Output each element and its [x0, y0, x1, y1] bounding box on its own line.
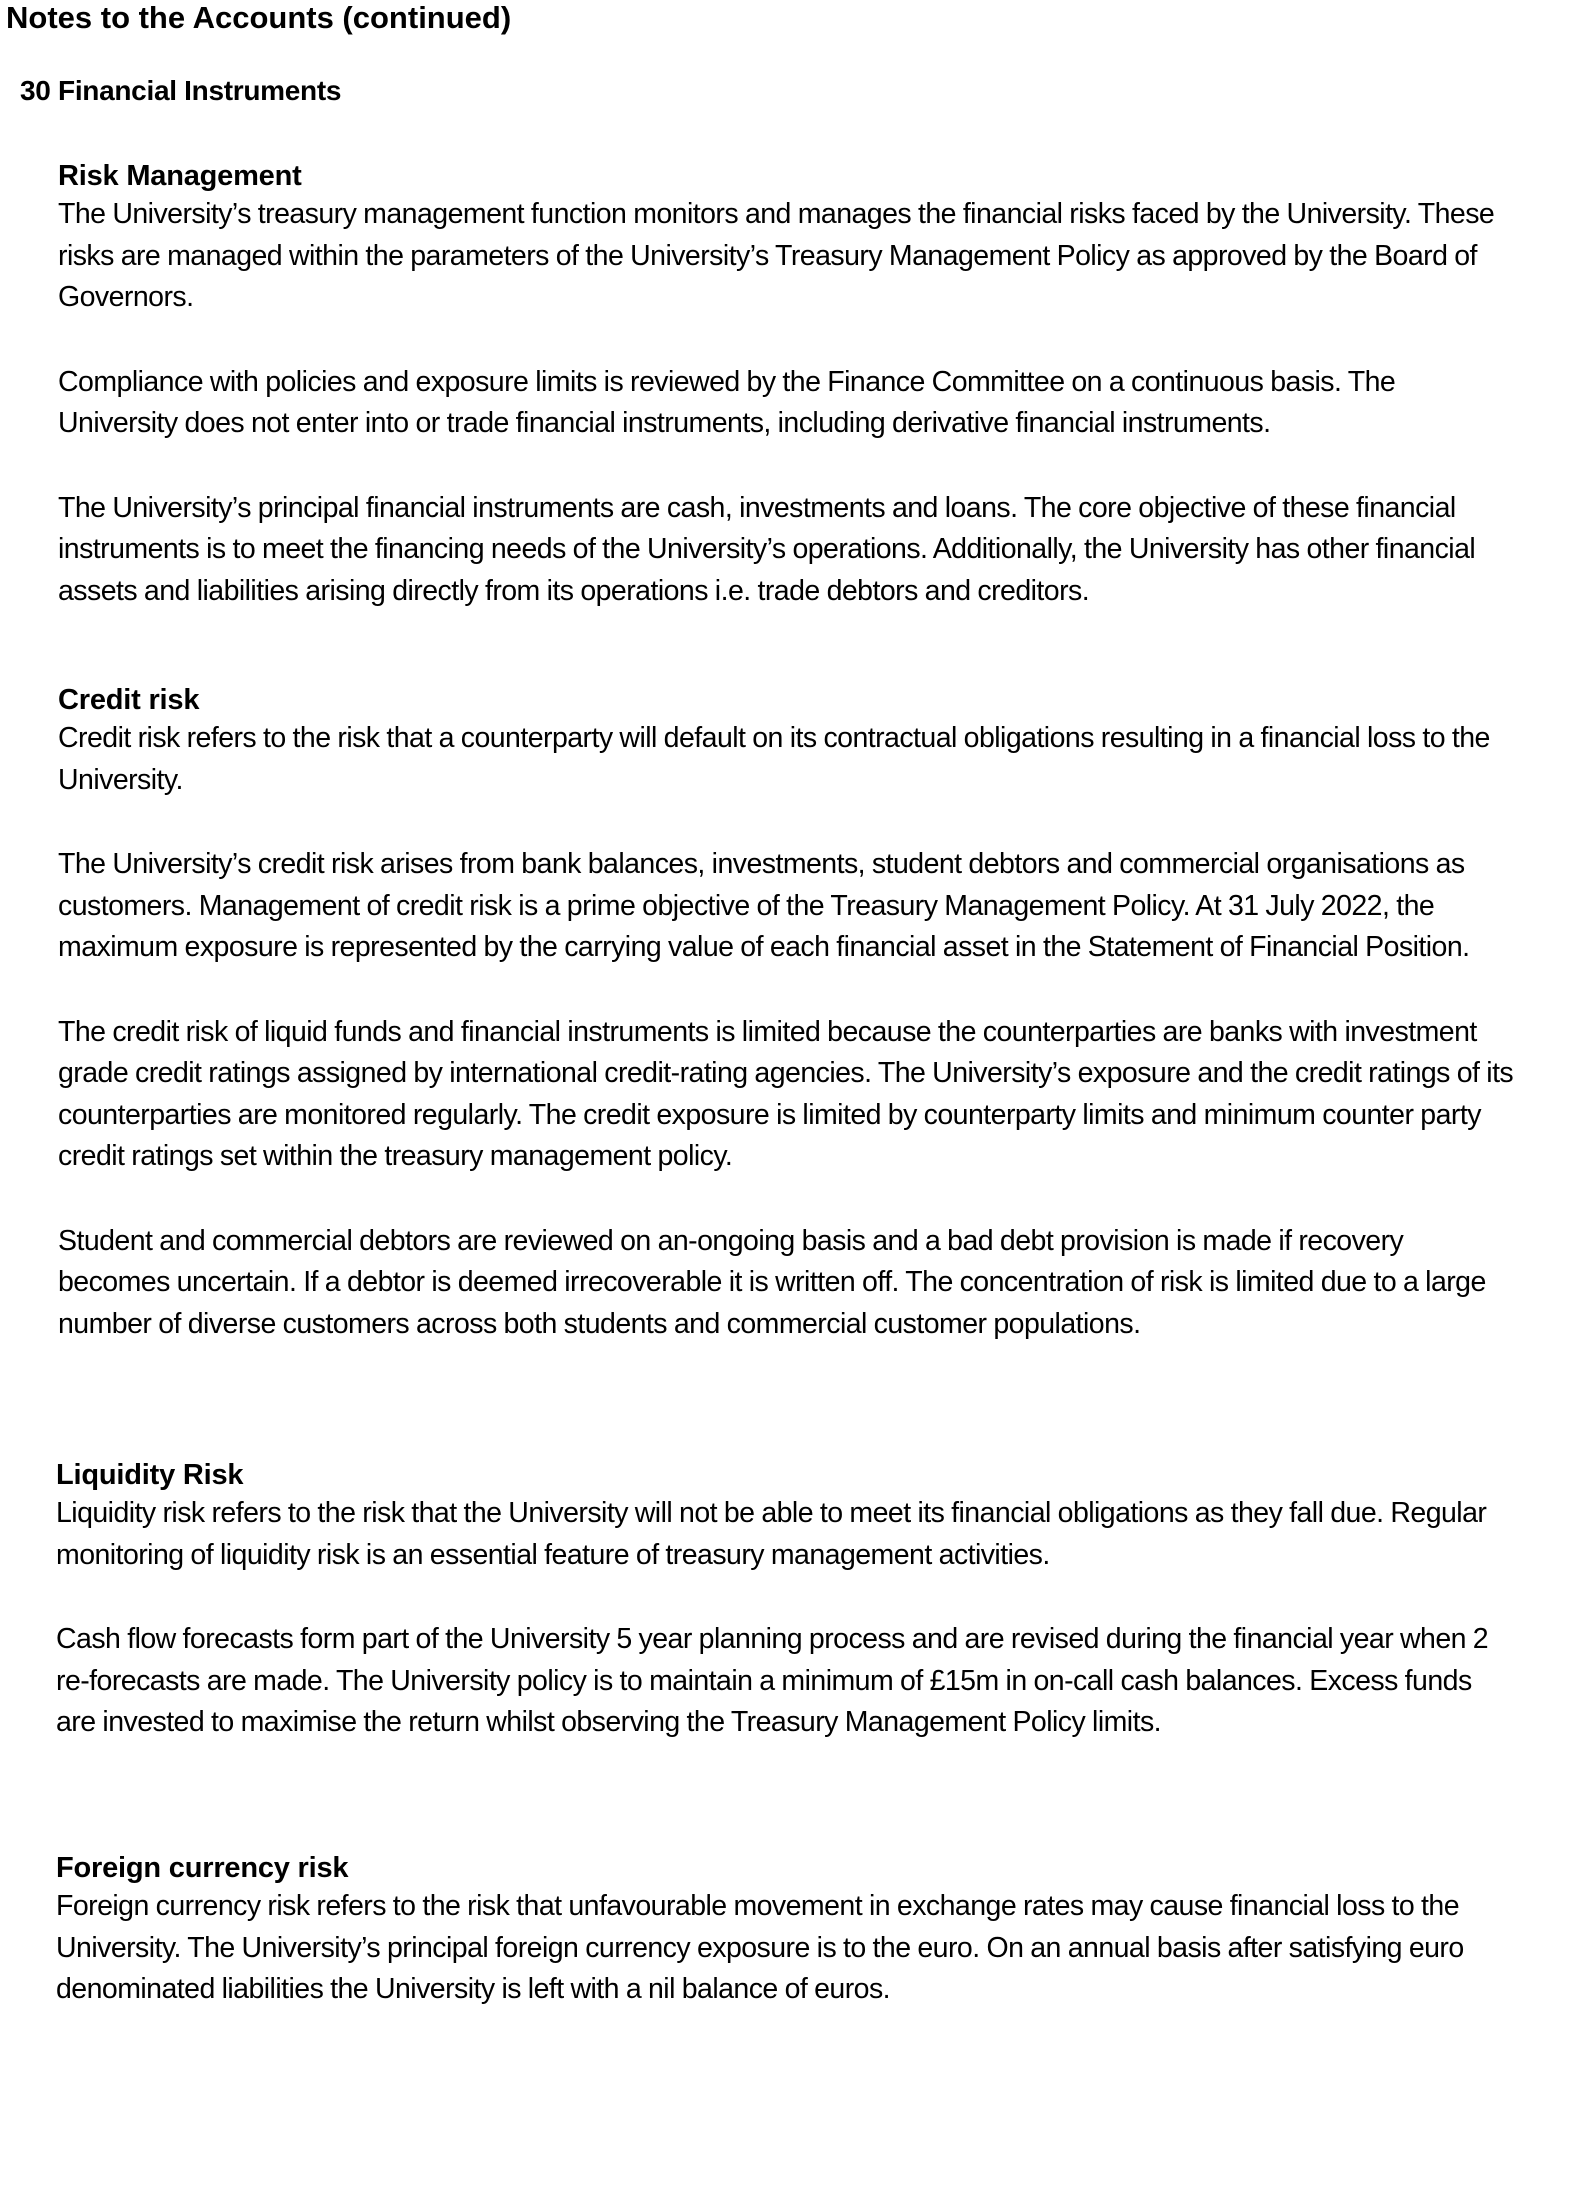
- section-heading: Risk Management: [58, 160, 302, 192]
- section-heading: Foreign currency risk: [56, 1852, 349, 1884]
- paragraph: Foreign currency risk refers to the risk that unfavourable movement in exchange rates may cause financial loss to the University. The University’s principal foreign currency exposure is to the euro. On an annual basis after satisfying euro denominated liabilities the University is left with a nil balance of euros.: [56, 1890, 1464, 2005]
- section-risk-management: [58, 158, 1518, 612]
- paragraph: Compliance with policies and exposure limits is reviewed by the Finance Committee on a continuous basis. The University does not enter into or trade financial instruments, including derivative financial instruments.: [58, 365, 1396, 439]
- paragraph: The University’s credit risk arises from bank balances, investments, student debtors and commercial organisations as customers. Management of credit risk is a prime objective of the Treasury Management Policy. At 31 July 2022, the maximum exposure is represented by the carrying value of each financial asset in the Statement of Financial Position.: [58, 848, 1470, 963]
- paragraph: Student and commercial debtors are reviewed on an-ongoing basis and a bad debt provision is made if recovery becomes uncertain. If a debtor is deemed irrecoverable it is written off. The concentration of risk is limited due to a large number of diverse customers across both students and commercial customer populations.: [58, 1224, 1486, 1340]
- section-liquidity-risk: [56, 1457, 1516, 1744]
- paragraph: Credit risk refers to the risk that a counterparty will default on its contractual obligations resulting in a financial loss to the University.: [58, 722, 1490, 796]
- section-credit-risk: [58, 682, 1518, 1345]
- paragraph: The credit risk of liquid funds and financial instruments is limited because the counterparties are banks with investment grade credit ratings assigned by international credit-rating agencies. The University’s exposure and the credit ratings of its counterparties are monitored regularly. The credit exposure is limited by counterparty limits and minimum counter party credit ratings set within the treasury management policy.: [58, 1015, 1514, 1172]
- paragraph: The University’s principal financial instruments are cash, investments and loans. The core objective of these financial instruments is to meet the financing needs of the University’s operations. Additionally, the University has other financial assets and liabilities arising directly from its operations i.e. trade debtors and creditors.: [58, 491, 1476, 607]
- paragraph: Liquidity risk refers to the risk that the University will not be able to meet its financial obligations as they fall due. Regular monitoring of liquidity risk is an essential feature of treasury management activities.: [56, 1497, 1487, 1571]
- paragraph: Cash flow forecasts form part of the University 5 year planning process and are revised during the financial year when 2 re-forecasts are made. The University policy is to maintain a minimum of £15m in on-call cash balances. Excess funds are invested to maximise the return whilst observing the Treasury Management Policy limits.: [56, 1623, 1489, 1738]
- section-heading: Liquidity Risk: [56, 1459, 244, 1491]
- page-title: Notes to the Accounts (continued): [6, 0, 512, 35]
- section-foreign-currency-risk: [56, 1850, 1516, 2011]
- paragraph: The University’s treasury management function monitors and manages the financial risks faced by the University. These risks are managed within the parameters of the University’s Treasury Management Policy as approved by the Board of Governors.: [58, 198, 1495, 313]
- note-title: 30 Financial Instruments: [20, 75, 342, 106]
- section-heading: Credit risk: [58, 684, 200, 716]
